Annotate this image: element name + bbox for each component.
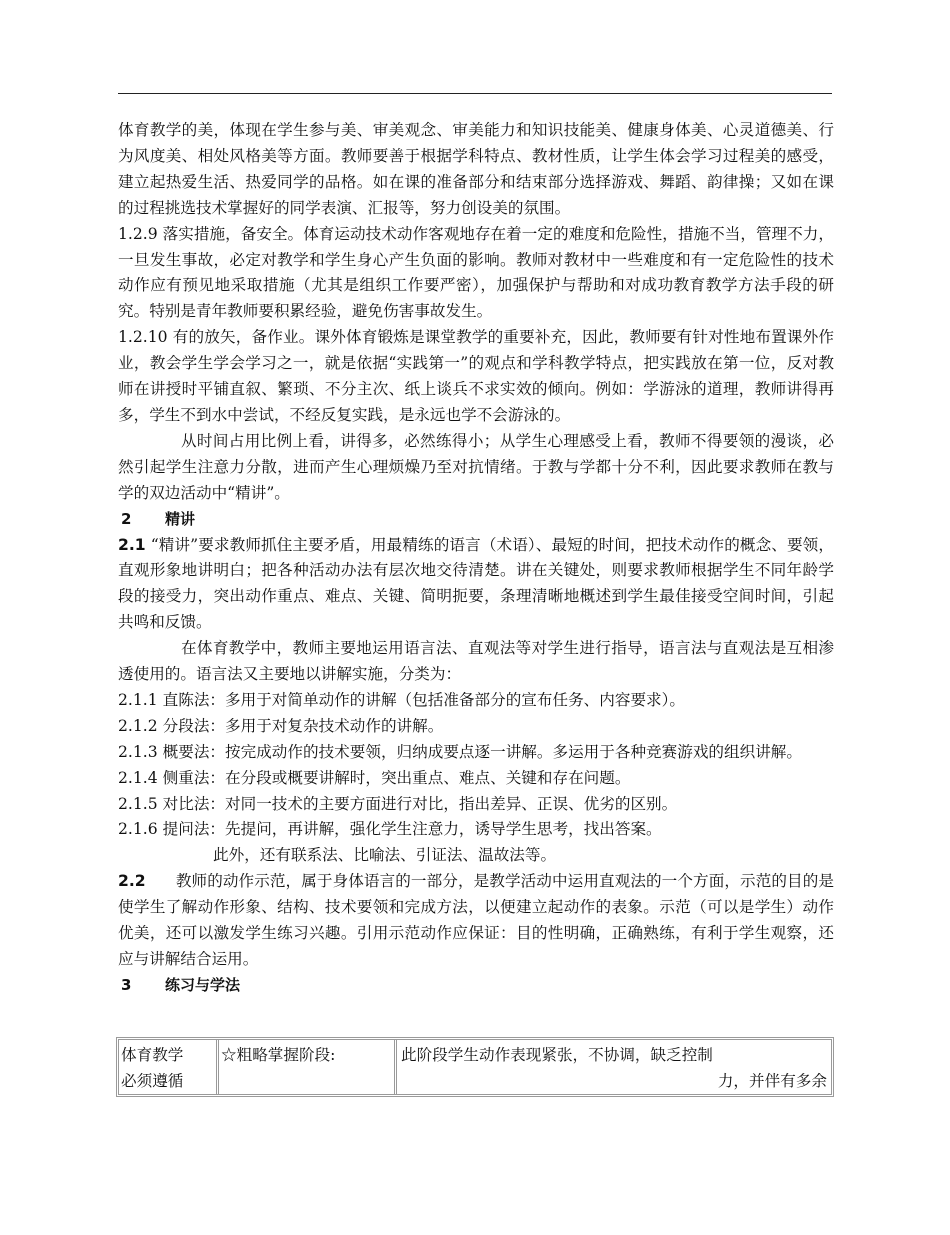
section-title: 精讲 (165, 509, 196, 528)
paragraph-text: “精讲”要求教师抓住主要矛盾，用最精练的语言（术语）、最短的时间，把技术动作的概念、要领，直观形象地讲明白；把各种活动办法有层次地交待清楚。讲在关键处，则要求教师根据学生不同年龄学段的接受力，突出动作重点、难点、关键、简明扼要，条理清晰地概述到学生最佳接受空间时间，引起共鸣和反馈。 (118, 535, 834, 632)
practice-table (116, 1037, 834, 1097)
method-item: 2.1.1 直陈法：多用于对简单动作的讲解（包括准备部分的宣布任务、内容要求）。 (118, 690, 686, 709)
paragraph-beauty: 体育教学的美，体现在学生参与美、审美观念、审美能力和知识技能美、健康身体美、心灵道德美、行为风度美、相处风格美等方面。教师要善于根据学科特点、教材性质，让学生体会学习过程美的感受，建立起热爱生活、热爱同学的品格。如在课的准备部分和结束部分选择游戏、舞蹈、韵律操；又如在课的过程挑选技术掌握好的同学表演、汇报等，努力创设美的氛围。 (118, 121, 834, 217)
section-heading-2 (118, 507, 834, 533)
method-item: 2.1.4 侧重法：在分段或概要讲解时，突出重点、难点、关键和存在问题。 (118, 768, 631, 787)
method-item: 2.1.3 概要法：按完成动作的技术要领，归纳成要点逐一讲解。多运用于各种竞赛游戏的组织讲解。 (118, 742, 802, 761)
method-item: 2.1.2 分段法：多用于对复杂技术动作的讲解。 (118, 716, 444, 735)
paragraph-text: 教师的动作示范，属于身体语言的一部分，是教学活动中运用直观法的一个方面，示范的目的是使学生了解动作形象、结构、技术要领和完成方法，以便建立起动作的表象。示范（可以是学生）动作优美，还可以激发学生练习兴趣。引用示范动作应保证：目的性明确，正确熟练，有利于学生观察，还应与讲解结合运用。 (118, 872, 834, 968)
cell-line: 力，并伴有多余 (717, 1072, 827, 1090)
paragraph-1-2-10: 1.2.10 有的放矢，备作业。课外体育锻炼是课堂教学的重要补充，因此，教师要有针对性地布置课外作业，教会学生学会学习之一，就是依据“实践第一”的观点和学科教学特点，把实践放在第一位，反对教师在讲授时平铺直叙、繁琐、不分主次、纸上谈兵不求实效的倾向。例如：学游泳的道理，教师讲得再多，学生不到水中尝试，不经反复实践，是永远也学不会游泳的。 (118, 328, 834, 424)
paragraph-label: 2.1 (118, 535, 146, 554)
paragraph-2-2 (118, 869, 834, 973)
header-rule (118, 93, 832, 94)
method-item: 2.1.6 提问法：先提问，再讲解，强化学生注意力，诱导学生思考，找出答案。 (118, 820, 662, 839)
table-cell (119, 1040, 219, 1094)
section-title: 练习与学法 (165, 975, 241, 994)
cell-line: ☆粗略掌握阶段: (221, 1046, 336, 1064)
method-item: 2.1.5 对比法：对同一技术的主要方面进行对比，指出差异、正误、优劣的区别。 (118, 794, 678, 813)
paragraph-1-2-9: 1.2.9 落实措施，备安全。体育运动技术动作客观地存在着一定的难度和危险性，措施不当，管理不力，一旦发生事故，必定对教学和学生身心产生负面的影响。教师对教材中一些难度和有一定危险性的技术动作应有预见地采取措施（尤其是组织工作要严密），加强保护与帮助和对成功教育教学方法手段的研究。特别是青年教师要积累经验，避免伤害事故发生。 (118, 224, 834, 321)
paragraph-time-ratio: 从时间占用比例上看，讲得多，必然练得小；从学生心理感受上看，教师不得要领的漫谈，必然引起学生注意力分散，进而产生心理烦燥乃至对抗情绪。于教与学都十分不利，因此要求教师在教与学的双边活动中“精讲”。 (118, 431, 834, 502)
paragraph-2-1 (118, 533, 834, 637)
table-cell (397, 1040, 831, 1094)
section-heading-3 (118, 973, 834, 999)
section-number: 2 (121, 509, 132, 528)
paragraph-other-methods: 此外，还有联系法、比喻法、引证法、温故法等。 (213, 846, 557, 865)
table-cell (219, 1040, 397, 1094)
document-body (118, 118, 834, 999)
cell-line: 必须遵循 (121, 1072, 184, 1090)
paragraph-label: 2.2 (118, 872, 146, 891)
section-number: 3 (121, 975, 132, 994)
cell-line: 此阶段学生动作表现紧张，不协调，缺乏控制 (401, 1046, 713, 1064)
paragraph-methods-intro: 在体育教学中，教师主要地运用语言法、直观法等对学生进行指导，语言法与直观法是互相渗透使用的。语言法又主要地以讲解实施，分类为： (118, 639, 834, 684)
cell-line: 体育教学 (121, 1046, 184, 1064)
